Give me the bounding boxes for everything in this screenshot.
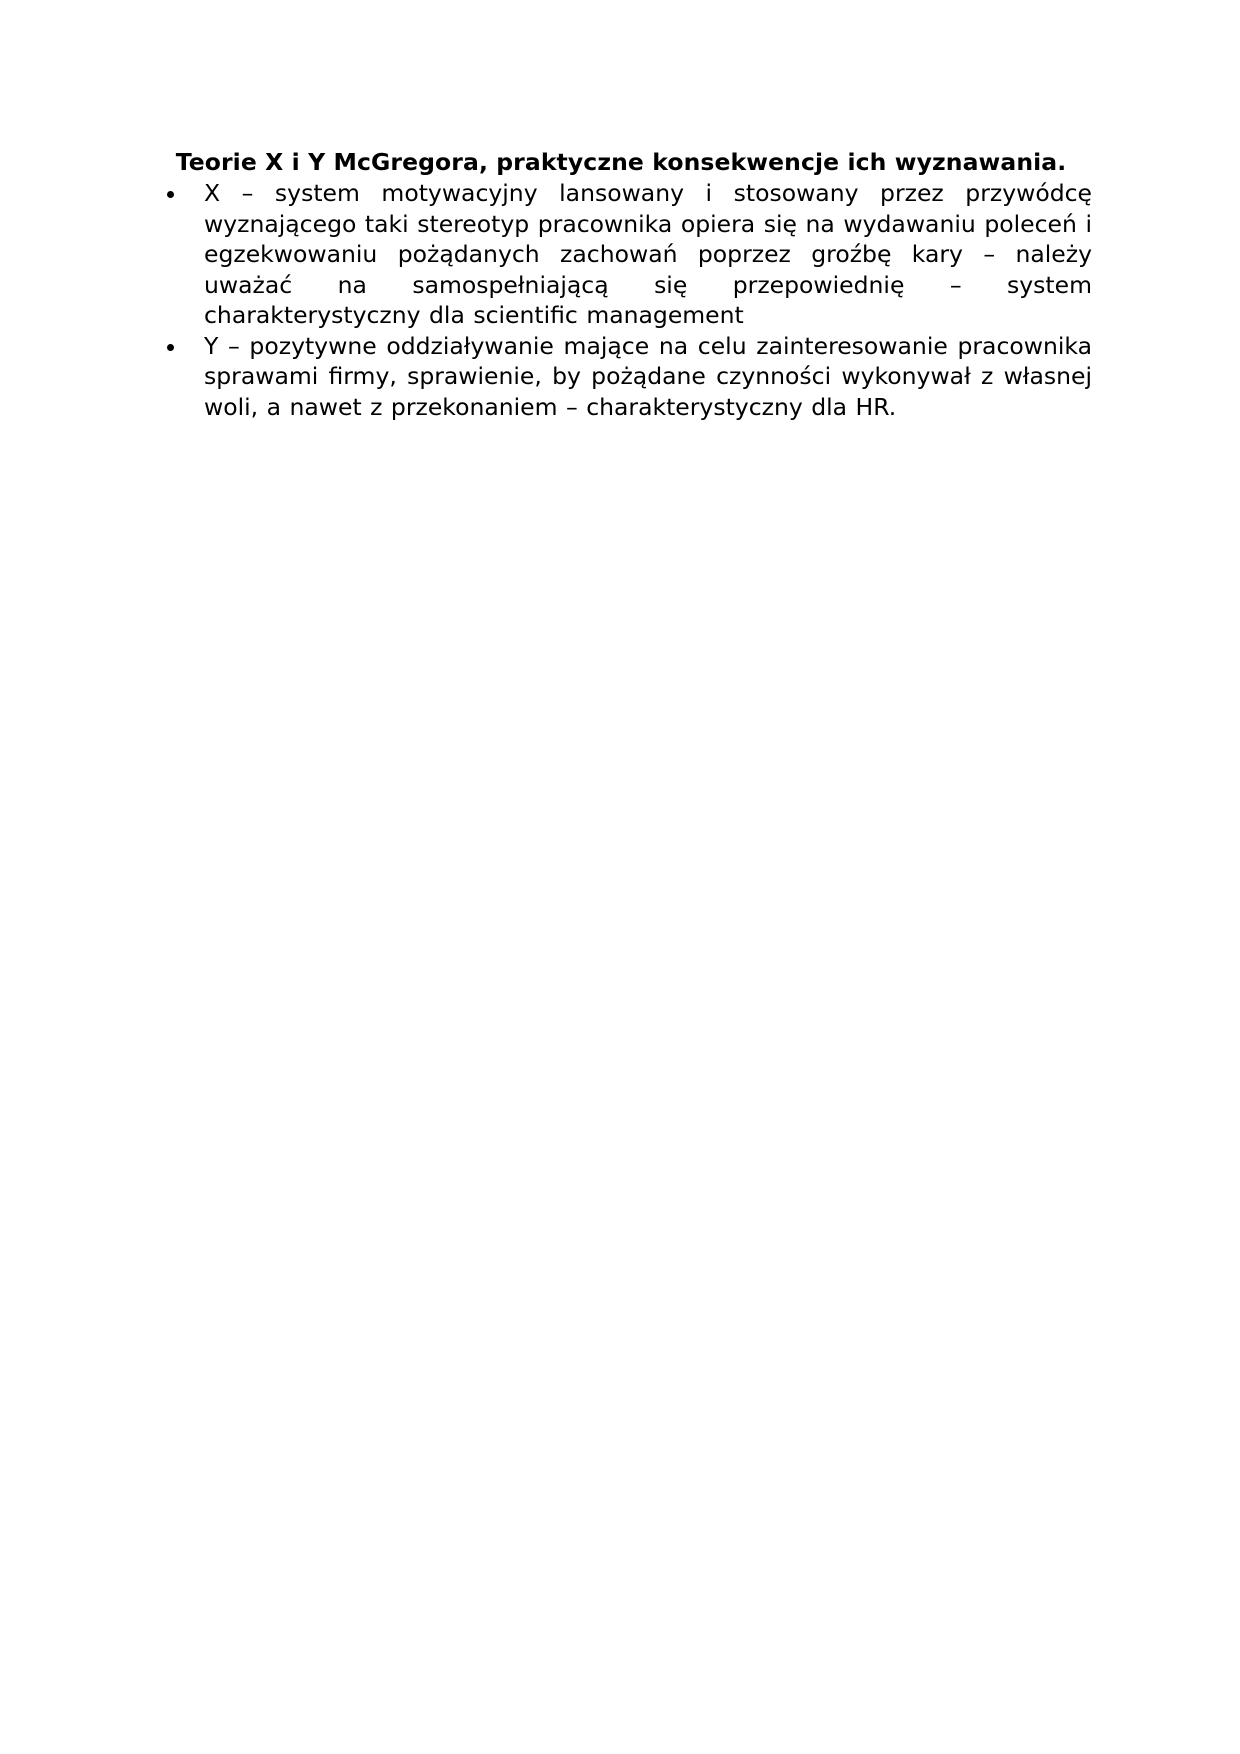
bullet-text: X – system motywacyjny lansowany i stosowany przez przywódcę wyznającego taki stereotyp pracownika opiera się na wydawaniu poleceń i egzekwowaniu pożądanych zachowań poprzez groźbę kary – należy uważać na samospełniającą się przepowiednię – system charakterystyczny dla scientific management (204, 179, 1092, 329)
document-content (150, 146, 1092, 422)
bullet-text: Y – pozytywne oddziaływanie mające na celu zainteresowanie pracownika sprawami firmy, sprawienie, by pożądane czynności wykonywał z własnej woli, a nawet z przekonaniem – charakterystyczny dla HR. (204, 331, 1092, 421)
document-title: Teorie X i Y McGregora, praktyczne konsekwencje ich wyznawania. (175, 148, 1067, 176)
list-item (150, 331, 1092, 423)
bullet-dot-icon (167, 191, 174, 198)
list-item (150, 178, 1092, 331)
bullet-list (150, 178, 1092, 422)
bullet-dot-icon (167, 344, 174, 351)
